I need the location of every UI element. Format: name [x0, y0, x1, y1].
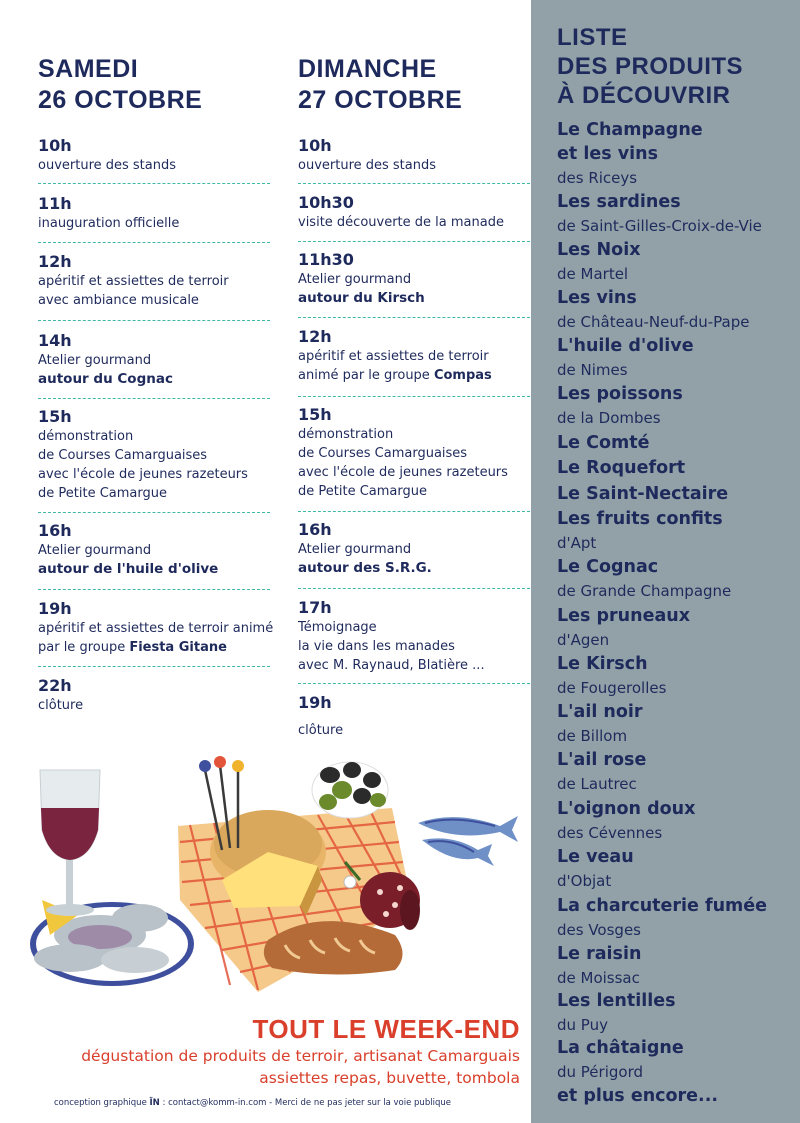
product-origin: des Vosges	[557, 921, 641, 939]
event-line: démonstration	[38, 429, 134, 444]
event-time: 10h30	[298, 193, 354, 212]
event-line: inauguration officielle	[38, 216, 180, 231]
separator	[298, 511, 530, 512]
sat-event-15h	[38, 407, 270, 503]
event-time: 22h	[38, 676, 72, 695]
event-line-part: par le groupe	[38, 640, 130, 655]
event-time: 17h	[298, 598, 332, 617]
sat-event-14h	[38, 331, 270, 389]
separator	[38, 398, 270, 399]
event-line: Témoignage	[298, 620, 377, 635]
sun-event-12h	[298, 327, 530, 385]
credit-rest: : contact@komm-in.com - Merci de ne pas jeter sur la voie publique	[159, 1098, 451, 1108]
sun-event-19h	[298, 693, 530, 740]
separator	[38, 666, 270, 667]
event-line: avec ambiance musicale	[38, 293, 199, 308]
event-line: la vie dans les manades	[298, 639, 455, 654]
event-line: visite découverte de la manade	[298, 215, 504, 230]
product-name: Les vins	[557, 288, 637, 308]
separator	[38, 320, 270, 321]
skewer-ball-yellow	[232, 760, 244, 772]
sat-event-10h	[38, 136, 270, 175]
product-origin: des Riceys	[557, 169, 638, 187]
event-time: 15h	[38, 407, 72, 426]
wine-glass	[40, 770, 100, 916]
product-name: L'ail noir	[557, 702, 643, 722]
product-name: Les lentilles	[557, 991, 676, 1011]
event-highlight: Compas	[433, 368, 492, 383]
separator	[298, 396, 530, 397]
sunday-column	[298, 0, 530, 738]
product-origin: de Martel	[557, 265, 629, 283]
event-highlight: autour du Kirsch	[298, 290, 425, 306]
separator	[298, 317, 530, 318]
event-highlight: autour de l'huile d'olive	[38, 561, 219, 577]
event-line: avec l'école de jeunes razeteurs	[38, 467, 248, 482]
product-name: La charcuterie fumée	[557, 896, 768, 916]
separator	[298, 241, 530, 242]
event-highlight: autour des S.R.G.	[298, 560, 432, 576]
sardines	[418, 816, 518, 866]
product-name: Le Champagne	[557, 120, 703, 140]
sunday-title	[298, 54, 530, 118]
product-origin: des Cévennes	[557, 824, 663, 842]
product-name: Le Saint-Nectaire	[557, 484, 729, 504]
event-line: apéritif et assiettes de terroir	[38, 274, 229, 289]
sun-event-10h	[298, 136, 530, 175]
event-line: Atelier gourmand	[38, 543, 152, 558]
product-origin: de Lautrec	[557, 775, 637, 793]
event-line	[298, 366, 530, 385]
product-origin: d'Apt	[557, 534, 597, 552]
sat-event-22h	[38, 676, 270, 715]
event-line: de Petite Camargue	[38, 486, 167, 501]
product-name: L'huile d'olive	[557, 336, 694, 356]
product-name: La châtaigne	[557, 1038, 684, 1058]
weekend-line-1: dégustation de produits de terroir, artisanat Camarguais	[81, 1047, 520, 1065]
event-highlight: autour du Cognac	[38, 371, 173, 387]
sat-event-16h	[38, 521, 270, 579]
product-name: Le raisin	[557, 944, 642, 964]
product-name: Le Cognac	[557, 557, 659, 577]
product-name: Les fruits confits	[557, 509, 723, 529]
event-time: 16h	[298, 520, 332, 539]
event-highlight: Fiesta Gitane	[129, 640, 227, 655]
separator	[298, 588, 530, 589]
event-line: de Courses Camarguaises	[38, 448, 208, 463]
event-time: 16h	[38, 521, 72, 540]
credit-brand: ÏN	[149, 1098, 160, 1108]
event-line: apéritif et assiettes de terroir animé	[38, 621, 274, 636]
product-origin: de Moissac	[557, 969, 640, 987]
event-line-part: animé par le groupe	[298, 368, 434, 383]
event-line: démonstration	[298, 427, 394, 442]
product-name: Le Roquefort	[557, 458, 686, 478]
separator	[38, 183, 270, 184]
products-title-2: DES PRODUITS	[557, 53, 744, 80]
product-origin: du Puy	[557, 1016, 608, 1034]
event-line: ouverture des stands	[38, 158, 177, 173]
saturday-day: SAMEDI	[38, 55, 139, 83]
product-name: Les poissons	[557, 384, 683, 404]
separator	[298, 183, 530, 184]
product-origin: de Nimes	[557, 361, 628, 379]
product-origin: de Saint-Gilles-Croix-de-Vie	[557, 217, 762, 235]
event-time: 12h	[38, 252, 72, 271]
product-name: Le Comté	[557, 433, 650, 453]
sun-event-17h	[298, 598, 530, 675]
event-time: 12h	[298, 327, 332, 346]
product-origin: du Périgord	[557, 1063, 643, 1081]
product-name: Le veau	[557, 847, 634, 867]
credit-prefix: conception graphique	[54, 1098, 147, 1108]
sun-event-10h30	[298, 193, 530, 232]
event-time: 10h	[38, 136, 72, 155]
sat-event-19h	[38, 599, 274, 657]
skewer-ball-blue	[199, 760, 211, 772]
event-time: 10h	[298, 136, 332, 155]
products-title-1: LISTE	[557, 24, 628, 51]
separator	[38, 512, 270, 513]
event-time: 11h30	[298, 250, 354, 269]
product-more: et plus encore...	[557, 1086, 718, 1106]
separator	[298, 683, 530, 684]
sat-event-11h	[38, 194, 270, 233]
sunday-day: DIMANCHE	[298, 55, 437, 83]
weekend-title: TOUT LE WEEK-END	[252, 1014, 520, 1044]
product-origin: de Billom	[557, 727, 628, 745]
event-line: apéritif et assiettes de terroir	[298, 349, 489, 364]
sun-event-11h30	[298, 250, 530, 308]
event-line: clôture	[38, 698, 84, 713]
event-time: 11h	[38, 194, 72, 213]
saturday-column	[38, 0, 274, 713]
skewer-ball-red	[214, 756, 226, 768]
product-origin: de Fougerolles	[557, 679, 667, 697]
product-name: Le Kirsch	[557, 654, 648, 674]
event-line: Atelier gourmand	[298, 272, 412, 287]
event-line: de Courses Camarguaises	[298, 446, 468, 461]
product-name: L'ail rose	[557, 750, 647, 770]
event-line: avec l'école de jeunes razeteurs	[298, 465, 508, 480]
event-line	[38, 638, 270, 657]
event-line: Atelier gourmand	[298, 542, 412, 557]
sun-event-15h	[298, 405, 530, 501]
product-origin: de Grande Champagne	[557, 582, 732, 600]
sun-event-16h	[298, 520, 530, 578]
event-line: clôture	[298, 723, 344, 738]
product-origin: de la Dombes	[557, 409, 661, 427]
product-origin: d'Agen	[557, 631, 610, 649]
event-time: 14h	[38, 331, 72, 350]
olives	[312, 762, 388, 818]
sat-event-12h	[38, 252, 270, 310]
separator	[38, 242, 270, 243]
saturday-title	[38, 54, 270, 118]
product-origin: d'Objat	[557, 872, 612, 890]
products-title-3: À DÉCOUVRIR	[557, 82, 731, 109]
product-name: Les pruneaux	[557, 606, 691, 626]
weekend-line-2: assiettes repas, buvette, tombola	[259, 1069, 520, 1087]
event-time: 15h	[298, 405, 332, 424]
product-name: Les sardines	[557, 192, 681, 212]
event-line: avec M. Raynaud, Blatière ...	[298, 658, 485, 673]
event-line: Atelier gourmand	[38, 353, 152, 368]
separator	[38, 589, 270, 590]
event-time: 19h	[298, 693, 332, 712]
credit-line	[54, 1098, 451, 1108]
product-origin: de Château-Neuf-du-Pape	[557, 313, 750, 331]
food-illustration	[0, 755, 530, 1005]
event-line: de Petite Camargue	[298, 484, 427, 499]
product-name: Les Noix	[557, 240, 641, 260]
event-line: ouverture des stands	[298, 158, 437, 173]
sunday-date: 27 OCTOBRE	[298, 86, 463, 114]
product-name: et les vins	[557, 144, 658, 164]
product-name: L'oignon doux	[557, 799, 696, 819]
event-time: 19h	[38, 599, 72, 618]
saturday-date: 26 OCTOBRE	[38, 86, 203, 114]
